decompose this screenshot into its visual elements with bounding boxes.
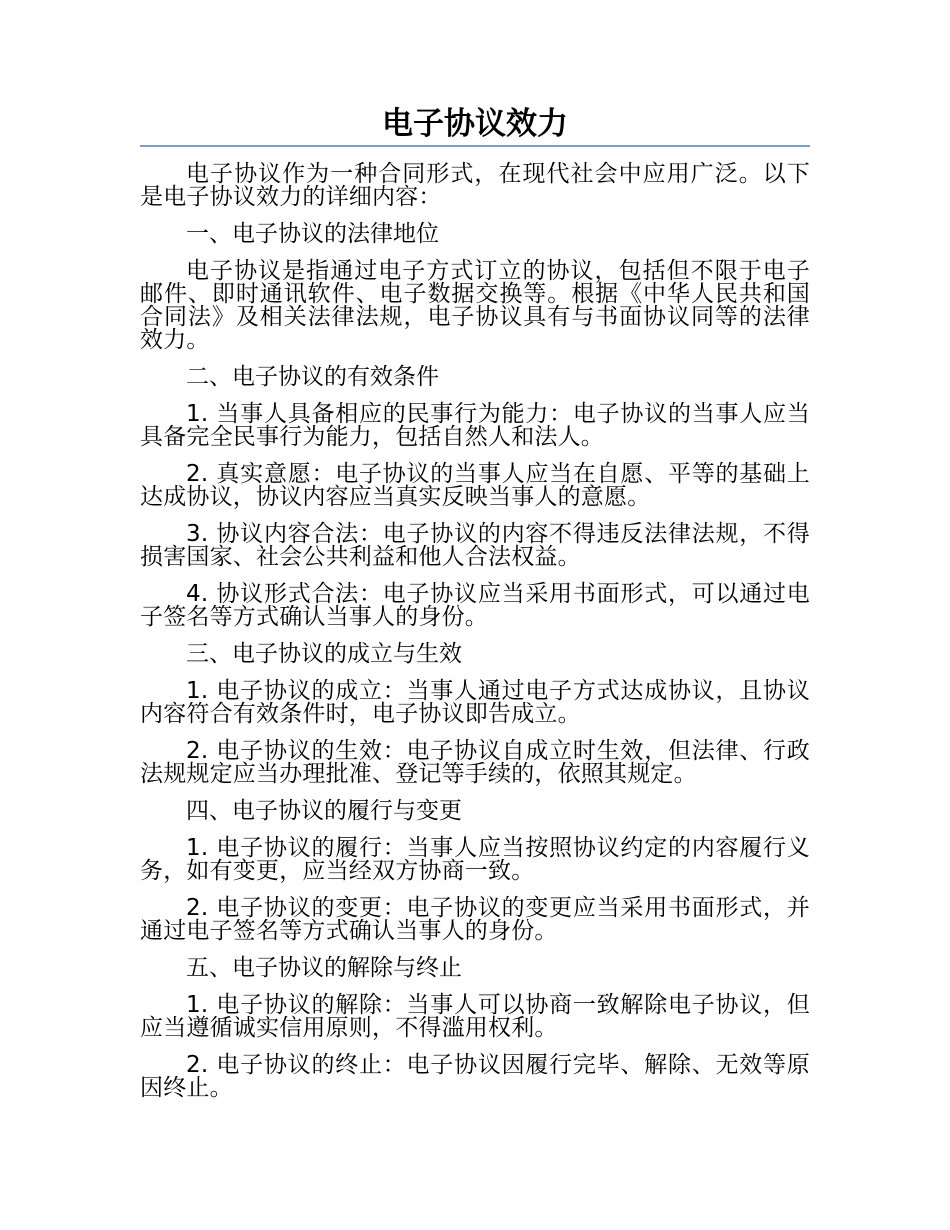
section-paragraph: 1. 电子协议的解除：当事人可以协商一致解除电子协议，但应当遵循诚实信用原则，不得滥用权利。 bbox=[140, 992, 810, 1041]
section-paragraph: 1. 电子协议的履行：当事人应当按照协议约定的内容履行义务，如有变更，应当经双方协商一致。 bbox=[140, 835, 810, 884]
section-heading-formation: 三、电子协议的成立与生效 bbox=[186, 641, 462, 667]
section-paragraph: 2. 电子协议的终止：电子协议因履行完毕、解除、无效等原因终止。 bbox=[140, 1052, 810, 1101]
section-paragraph: 3. 协议内容合法：电子协议的内容不得违反法律法规，不得损害国家、社会公共利益和他人合法权益。 bbox=[140, 521, 810, 570]
document-page bbox=[140, 100, 810, 1114]
intro-paragraph: 电子协议作为一种合同形式，在现代社会中应用广泛。以下是电子协议效力的详细内容： bbox=[140, 161, 810, 210]
document-title: 电子协议效力 bbox=[140, 100, 810, 147]
section-paragraph: 2. 真实意愿：电子协议的当事人应当在自愿、平等的基础上达成协议，协议内容应当真实反映当事人的意愿。 bbox=[140, 461, 810, 510]
document-body bbox=[140, 163, 810, 1100]
section-paragraph: 电子协议是指通过电子方式订立的协议，包括但不限于电子邮件、即时通讯软件、电子数据交换等。根据《中华人民共和国合同法》及相关法律法规，电子协议具有与书面协议同等的法律效力。 bbox=[140, 258, 810, 353]
section-paragraph: 1. 当事人具备相应的民事行为能力：电子协议的当事人应当具备完全民事行为能力，包括自然人和法人。 bbox=[140, 401, 810, 450]
section-paragraph: 2. 电子协议的变更：电子协议的变更应当采用书面形式，并通过电子签名等方式确认当事人的身份。 bbox=[140, 895, 810, 944]
section-heading-legal-status: 一、电子协议的法律地位 bbox=[186, 221, 439, 247]
section-paragraph: 4. 协议形式合法：电子协议应当采用书面形式，可以通过电子签名等方式确认当事人的身份。 bbox=[140, 581, 810, 630]
section-paragraph: 1. 电子协议的成立：当事人通过电子方式达成协议，且协议内容符合有效条件时，电子协议即告成立。 bbox=[140, 678, 810, 727]
section-heading-termination: 五、电子协议的解除与终止 bbox=[186, 955, 462, 981]
section-heading-valid-conditions: 二、电子协议的有效条件 bbox=[186, 364, 439, 390]
section-heading-performance: 四、电子协议的履行与变更 bbox=[186, 798, 462, 824]
section-paragraph: 2. 电子协议的生效：电子协议自成立时生效，但法律、行政法规规定应当办理批准、登记等手续的，依照其规定。 bbox=[140, 738, 810, 787]
